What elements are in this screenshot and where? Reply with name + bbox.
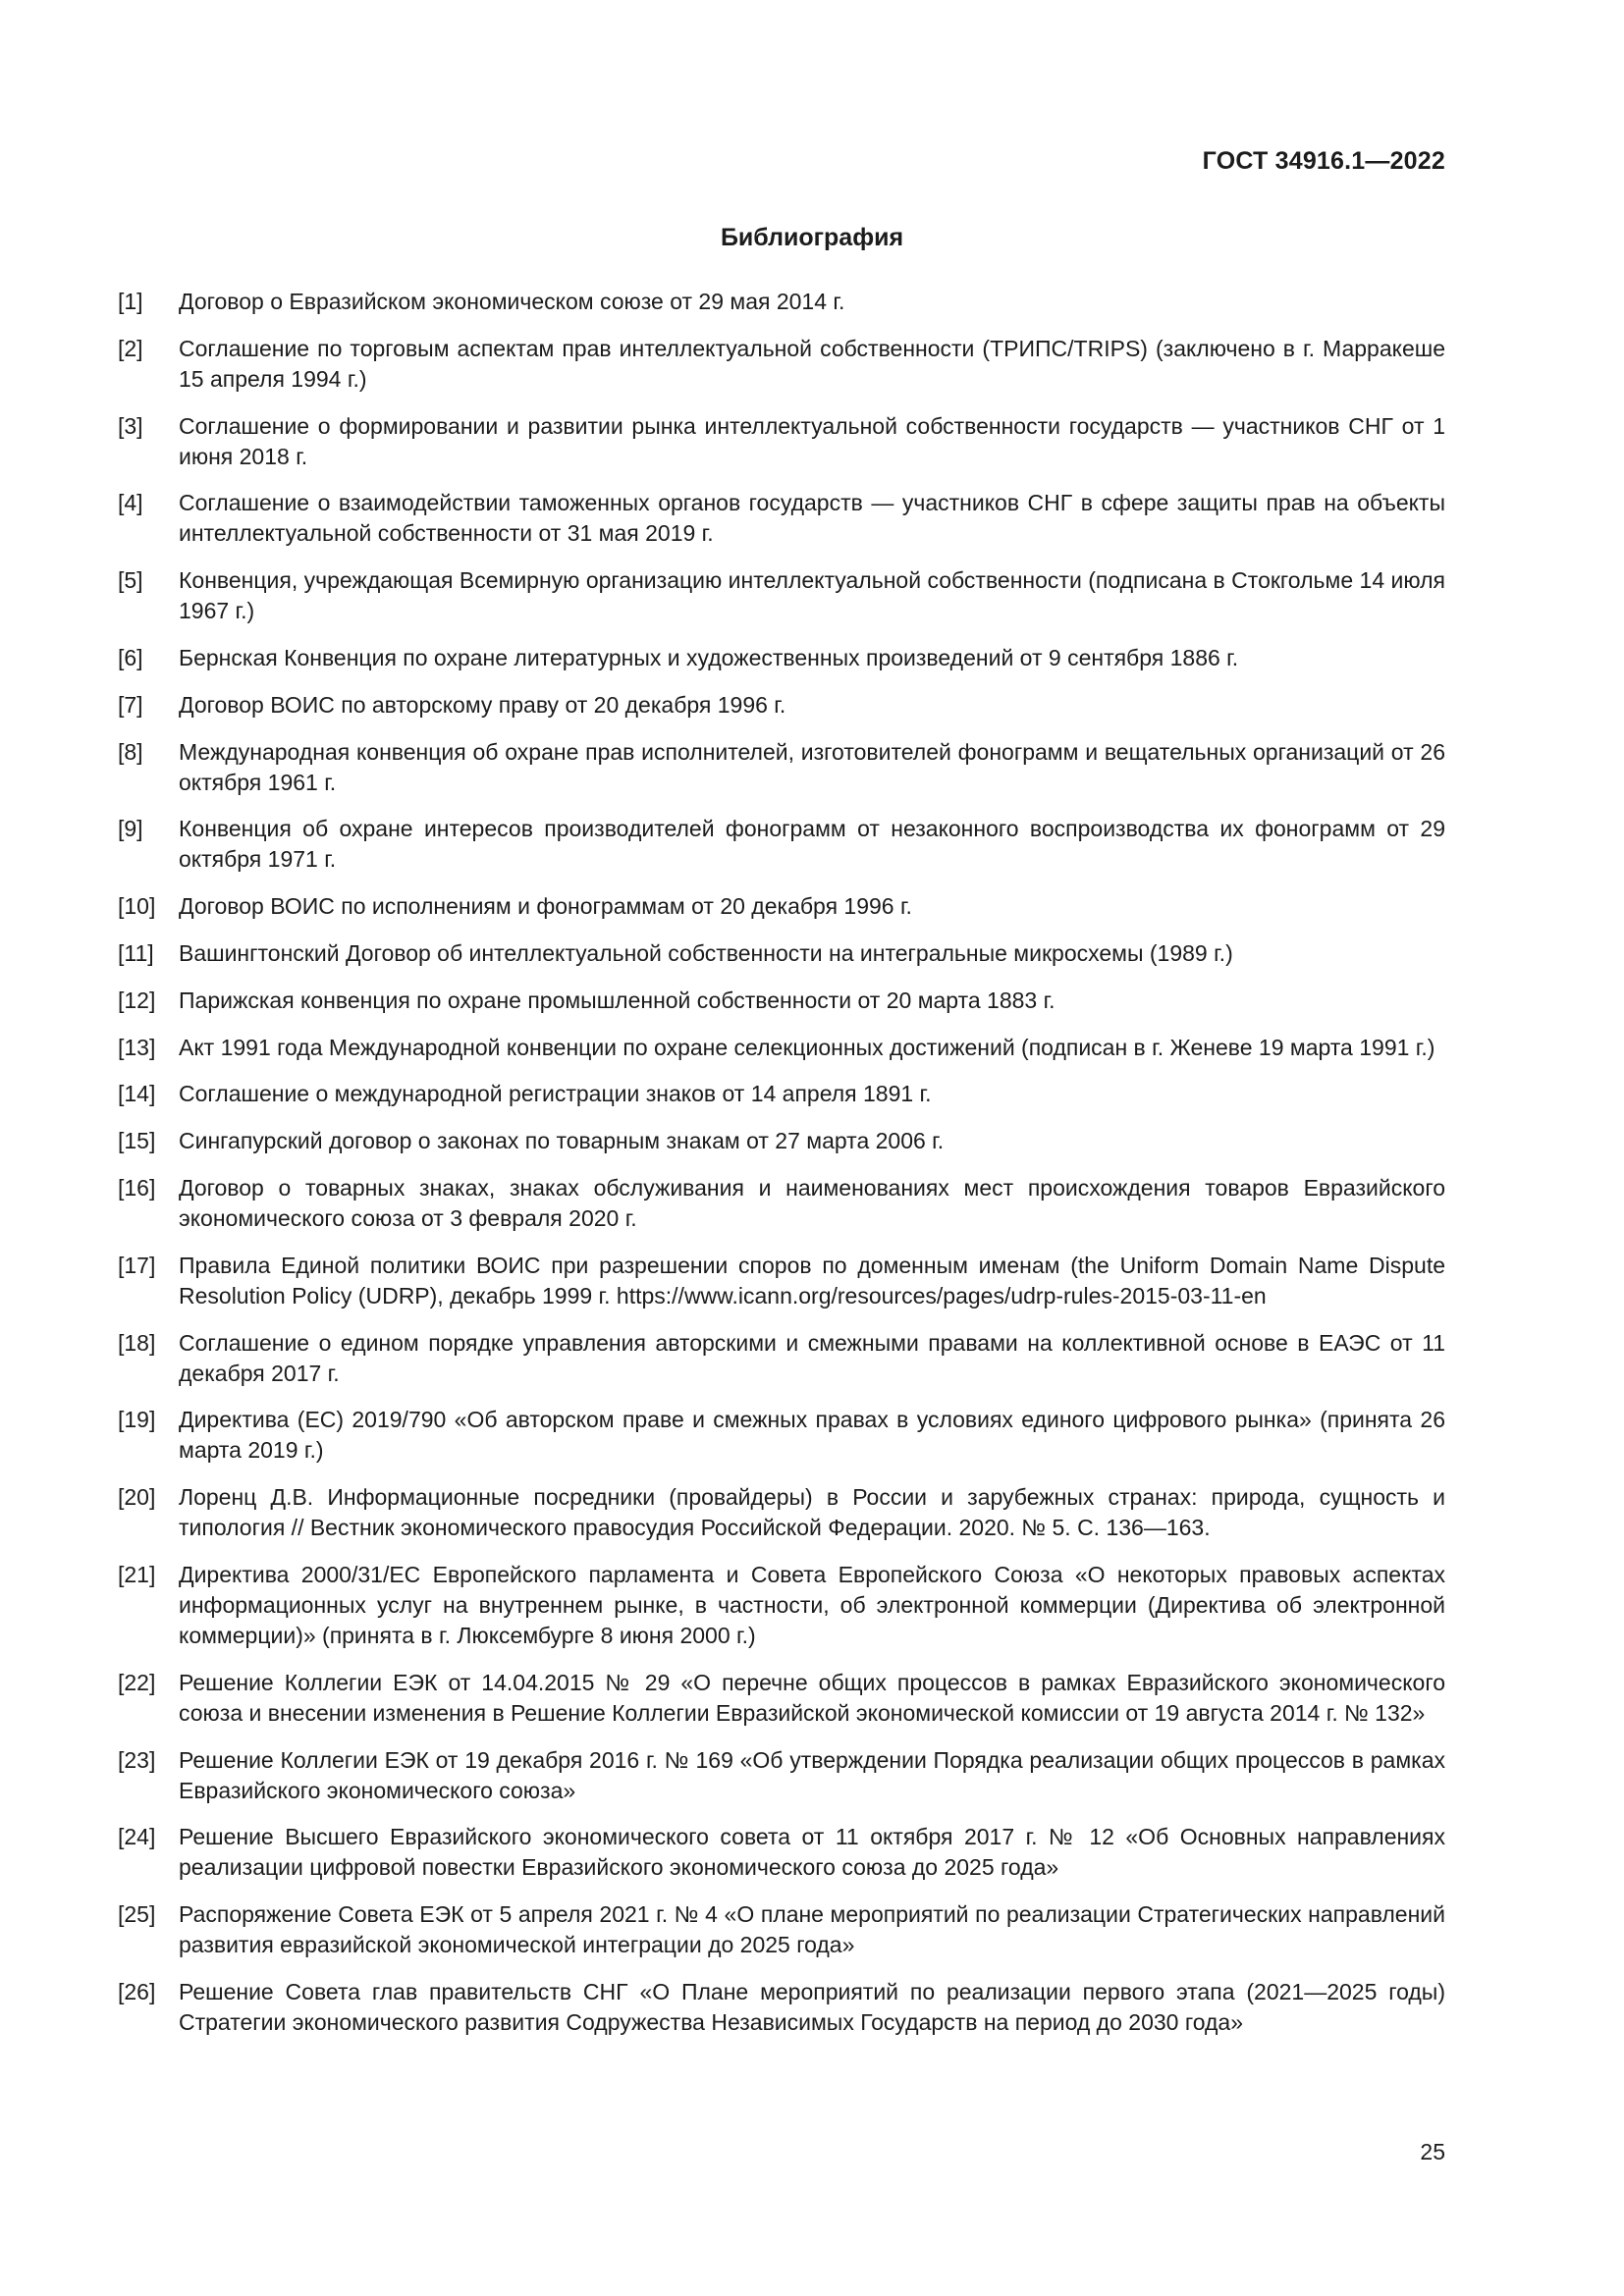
bibliography-item-number: [11] bbox=[118, 939, 154, 966]
bibliography-item-text: Договор ВОИС по авторскому праву от 20 декабря 1996 г. bbox=[179, 691, 786, 718]
bibliography-item bbox=[118, 986, 1445, 1016]
bibliography-item bbox=[118, 488, 1445, 549]
bibliography-item bbox=[118, 411, 1445, 472]
bibliography-item bbox=[118, 690, 1445, 721]
bibliography-item-number: [16] bbox=[118, 1174, 156, 1201]
bibliography-item bbox=[118, 814, 1445, 875]
bibliography-item-text: Вашингтонский Договор об интеллектуальной собственности на интегральные микросхемы (1989 г.) bbox=[179, 939, 1233, 966]
bibliography-item bbox=[118, 1126, 1445, 1156]
bibliography-item-number: [4] bbox=[118, 490, 143, 516]
bibliography-item-number: [17] bbox=[118, 1252, 156, 1278]
bibliography-item-text: Решение Высшего Евразийского экономического совета от 11 октября 2017 г. № 12 «Об Основных направлениях реализации цифровой повестки Евразийского экономического союза до 2025 года» bbox=[179, 1824, 1445, 1881]
bibliography-item-text: Решение Коллегии ЕЭК от 14.04.2015 № 29 «О перечне общих процессов в рамках Евразийского экономического союза и внесении изменения в Решение Коллегии Евразийской экономической комиссии от 19 августа 2014 г. № 132» bbox=[179, 1669, 1445, 1726]
bibliography-item-number: [5] bbox=[118, 567, 143, 594]
bibliography-list bbox=[118, 287, 1445, 2055]
bibliography-item-number: [18] bbox=[118, 1329, 156, 1356]
bibliography-item-number: [26] bbox=[118, 1978, 156, 2004]
bibliography-item-text: Лоренц Д.В. Информационные посредники (провайдеры) в России и зарубежных странах: природа, сущность и типология // Вестник экономического правосудия Российской Федерации. 2020. № 5. С. 136—163. bbox=[179, 1484, 1445, 1541]
bibliography-item-number: [6] bbox=[118, 644, 143, 670]
bibliography-item-text: Бернская Конвенция по охране литературных и художественных произведений от 9 сентября 1886 г. bbox=[179, 644, 1239, 670]
bibliography-item-number: [19] bbox=[118, 1407, 156, 1433]
bibliography-item bbox=[118, 1560, 1445, 1651]
bibliography-item-number: [2] bbox=[118, 335, 143, 361]
bibliography-item-text: Соглашение о формировании и развитии рынка интеллектуальной собственности государств — участников СНГ от 1 июня 2018 г. bbox=[179, 412, 1445, 469]
bibliography-item bbox=[118, 287, 1445, 317]
bibliography-item-text: Соглашение о взаимодействии таможенных органов государств — участников СНГ в сфере защиты прав на объекты интеллектуальной собственности от 31 мая 2019 г. bbox=[179, 490, 1445, 547]
bibliography-item-number: [8] bbox=[118, 738, 143, 765]
bibliography-item bbox=[118, 565, 1445, 626]
bibliography-item-text: Конвенция об охране интересов производителей фонограмм от незаконного воспроизводства их фонограмм от 29 октября 1971 г. bbox=[179, 816, 1445, 873]
bibliography-item bbox=[118, 1899, 1445, 1960]
bibliography-item-text: Договор ВОИС по исполнениям и фонограммам от 20 декабря 1996 г. bbox=[179, 893, 912, 920]
bibliography-item-number: [12] bbox=[118, 987, 156, 1013]
bibliography-item-number: [22] bbox=[118, 1669, 156, 1695]
bibliography-item-number: [3] bbox=[118, 412, 143, 439]
bibliography-item-text: Сингапурский договор о законах по товарным знакам от 27 марта 2006 г. bbox=[179, 1128, 945, 1154]
bibliography-item bbox=[118, 334, 1445, 395]
bibliography-item bbox=[118, 1328, 1445, 1389]
bibliography-item-number: [10] bbox=[118, 893, 156, 920]
bibliography-item bbox=[118, 1745, 1445, 1806]
bibliography-item bbox=[118, 1482, 1445, 1543]
bibliography-item-text: Договор о Евразийском экономическом союзе от 29 мая 2014 г. bbox=[179, 289, 845, 314]
bibliography-item-number: [25] bbox=[118, 1901, 156, 1928]
bibliography-item-number: [21] bbox=[118, 1561, 156, 1587]
bibliography-item bbox=[118, 1668, 1445, 1729]
bibliography-item bbox=[118, 1405, 1445, 1466]
bibliography-item-text: Соглашение о едином порядке управления авторскими и смежными правами на коллективной основе в ЕАЭС от 11 декабря 2017 г. bbox=[179, 1329, 1445, 1386]
bibliography-item-number: [13] bbox=[118, 1034, 156, 1060]
bibliography-item-number: [23] bbox=[118, 1746, 156, 1773]
bibliography-item bbox=[118, 737, 1445, 798]
bibliography-item-text: Распоряжение Совета ЕЭК от 5 апреля 2021 г. № 4 «О плане мероприятий по реализации Стратегических направлений развития евразийской экономической интеграции до 2025 года» bbox=[179, 1901, 1445, 1958]
bibliography-item bbox=[118, 1033, 1445, 1063]
bibliography-item-number: [14] bbox=[118, 1081, 156, 1107]
bibliography-item-text: Договор о товарных знаках, знаках обслуживания и наименованиях мест происхождения товаров Евразийского экономического союза от 3 февраля 2020 г. bbox=[179, 1174, 1445, 1231]
bibliography-item-text: Соглашение о международной регистрации знаков от 14 апреля 1891 г. bbox=[179, 1081, 932, 1107]
bibliography-item bbox=[118, 938, 1445, 969]
standard-designation: ГОСТ 34916.1—2022 bbox=[1202, 147, 1445, 175]
bibliography-item-number: [1] bbox=[118, 289, 143, 314]
bibliography-item-text: Правила Единой политики ВОИС при разрешении споров по доменным именам (the Uniform Domain Name Dispute Resolution Policy (UDRP), декабрь 1999 г. https://www.icann.org/resources/pages/udrp-rules-2015-03-11-en bbox=[179, 1252, 1445, 1308]
bibliography-item bbox=[118, 1977, 1445, 2038]
bibliography-item bbox=[118, 891, 1445, 922]
bibliography-item-text: Акт 1991 года Международной конвенции по охране селекционных достижений (подписан в г. Женеве 19 марта 1991 г.) bbox=[179, 1034, 1435, 1060]
bibliography-item-text: Международная конвенция об охране прав исполнителей, изготовителей фонограмм и вещательных организаций от 26 октября 1961 г. bbox=[179, 738, 1445, 795]
bibliography-item-text: Решение Коллегии ЕЭК от 19 декабря 2016 г. № 169 «Об утверждении Порядка реализации общих процессов в рамках Евразийского экономического союза» bbox=[179, 1746, 1445, 1803]
bibliography-item-text: Директива 2000/31/ЕС Европейского парламента и Совета Европейского Союза «О некоторых правовых аспектах информационных услуг на внутреннем рынке, в частности, об электронной коммерции (Директива об электронной коммерции)» (принята в г. Люксембурге 8 июня 2000 г.) bbox=[179, 1561, 1445, 1648]
bibliography-item-number: [24] bbox=[118, 1824, 156, 1850]
bibliography-item bbox=[118, 1251, 1445, 1311]
bibliography-item-number: [9] bbox=[118, 816, 143, 842]
bibliography-item-text: Парижская конвенция по охране промышленной собственности от 20 марта 1883 г. bbox=[179, 987, 1056, 1013]
section-title: Библиография bbox=[720, 224, 904, 251]
page-number: 25 bbox=[1420, 2139, 1445, 2164]
bibliography-item-text: Конвенция, учреждающая Всемирную организацию интеллектуальной собственности (подписана в Стокгольме 14 июля 1967 г.) bbox=[179, 567, 1445, 624]
bibliography-item-number: [20] bbox=[118, 1484, 156, 1511]
bibliography-item-text: Соглашение по торговым аспектам прав интеллектуальной собственности (ТРИПС/TRIPS) (заключено в г. Марракеше 15 апреля 1994 г.) bbox=[179, 335, 1445, 392]
bibliography-item bbox=[118, 1079, 1445, 1109]
bibliography-item bbox=[118, 1173, 1445, 1234]
bibliography-item bbox=[118, 1822, 1445, 1883]
bibliography-item bbox=[118, 643, 1445, 673]
bibliography-item-text: Решение Совета глав правительств СНГ «О Плане мероприятий по реализации первого этапа (2021—2025 годы) Стратегии экономического развития Содружества Независимых Государств на период до 2030 года» bbox=[179, 1978, 1445, 2035]
bibliography-item-number: [7] bbox=[118, 691, 143, 718]
bibliography-item-number: [15] bbox=[118, 1128, 156, 1154]
bibliography-item-text: Директива (ЕС) 2019/790 «Об авторском праве и смежных правах в условиях единого цифрового рынка» (принята 26 марта 2019 г.) bbox=[179, 1407, 1445, 1464]
